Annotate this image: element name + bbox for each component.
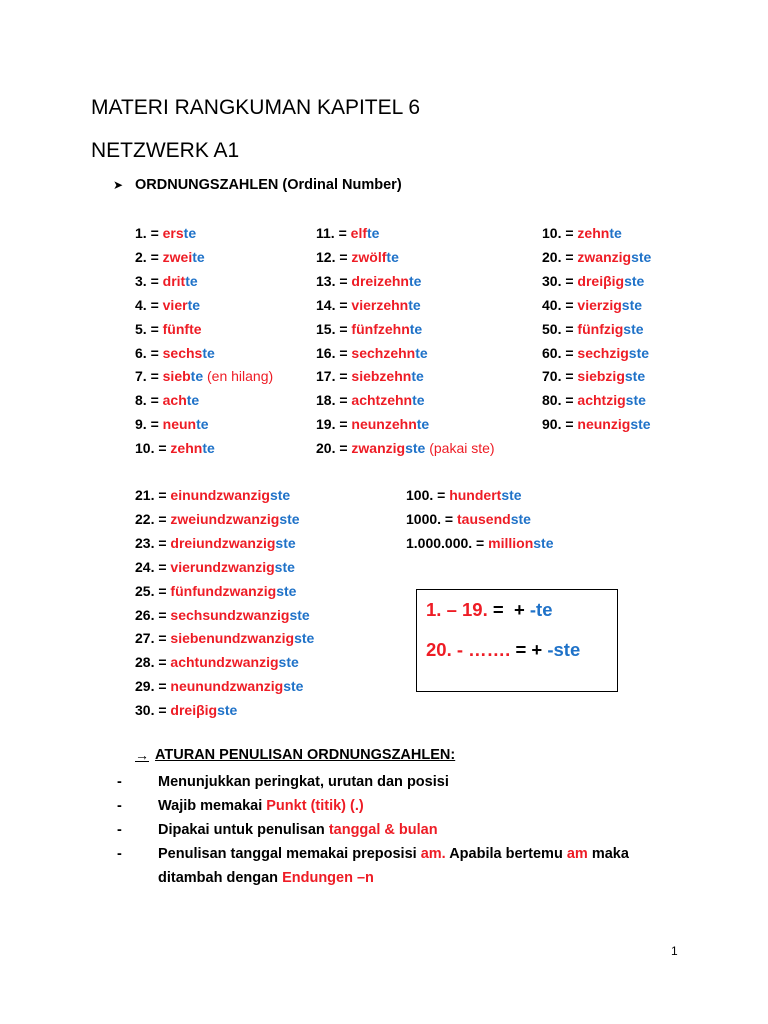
rule-highlight: am: [566, 846, 588, 862]
ordinal-num: 19. =: [316, 416, 352, 433]
ordinal-suffix: ste: [294, 630, 315, 647]
ordinal-suffix: ste: [624, 272, 645, 289]
ordinal-row: [316, 389, 495, 413]
ordinal-suffix: te: [408, 296, 421, 313]
ordinal-stem: neunundzwanzig: [170, 678, 284, 695]
ordinal-suffix: ste: [510, 510, 531, 527]
ordinal-stem: fünfzehn: [351, 320, 410, 337]
page-number: 1: [671, 944, 678, 958]
ordinal-num: 10. =: [542, 225, 578, 241]
ordinal-suffix: te: [367, 225, 380, 241]
ordinal-stem: zwölf: [351, 248, 387, 265]
ordinal-num: 10. =: [135, 440, 171, 457]
ordinal-row: [135, 604, 314, 628]
ordinal-stem: fünfundzwanzig: [170, 582, 277, 599]
rules-heading-text: ATURAN PENULISAN ORDNUNGSZAHLEN:: [155, 747, 456, 763]
right-arrow-icon: →: [135, 747, 149, 763]
ordinal-suffix: ste: [623, 320, 644, 337]
rule-text: [158, 794, 677, 818]
ordinal-stem: achtzehn: [351, 392, 413, 409]
rule-line-1-19: [426, 599, 553, 621]
rule-suffix: -ste: [547, 639, 581, 660]
ordinal-num: 28. =: [135, 654, 171, 671]
ordinal-suffix: ste: [269, 487, 291, 503]
ordinal-stem: einundzwanzig: [170, 487, 270, 503]
ordinal-row: [135, 484, 314, 508]
ordinal-num: 3. =: [135, 272, 163, 289]
rule-equals: = +: [487, 599, 530, 620]
ordinal-num: 5. =: [135, 320, 163, 337]
rule-item: [117, 794, 677, 818]
rule-text-part: Penulisan tanggal memakai preposisi: [158, 846, 421, 862]
rule-highlight: Endungen –n: [282, 870, 374, 886]
ordinal-stem: zehn: [577, 225, 610, 241]
ordinal-num: 1.000.000. =: [406, 534, 489, 551]
ordinal-suffix: ste: [501, 487, 522, 503]
rule-item: [117, 842, 677, 890]
ordinal-row: [135, 342, 273, 366]
ordinal-stem: sechsundzwanzig: [170, 606, 290, 623]
ordinal-suffix: te: [411, 368, 424, 385]
rule-text-part: Menunjukkan peringkat, urutan dan posisi: [158, 774, 449, 790]
ordinal-suffix: ste: [274, 558, 295, 575]
ordinal-row: [135, 437, 273, 461]
rule-highlight: tanggal & bulan: [328, 822, 438, 838]
rule-text-part: Wajib memakai: [158, 798, 267, 814]
ordinal-num: 50. =: [542, 320, 578, 337]
ordinal-num: 4. =: [135, 296, 163, 313]
ordinal-row: [542, 365, 651, 389]
ordinal-row: [542, 270, 651, 294]
ordinal-row: [542, 246, 651, 270]
ordinal-row: [135, 532, 314, 556]
ordinal-num: 27. =: [135, 630, 171, 647]
ordinal-row: [542, 389, 651, 413]
ordinal-suffix: te: [202, 344, 215, 361]
ordinal-stem: dreiundzwanzig: [170, 534, 276, 551]
ordinal-num: 8. =: [135, 392, 163, 409]
ordinal-column-1-10: [135, 222, 273, 461]
ordinal-num: 70. =: [542, 368, 578, 385]
rules-heading: [135, 747, 455, 763]
document-title: MATERI RANGKUMAN KAPITEL 6: [91, 96, 421, 119]
ordinal-suffix: ste: [405, 440, 426, 457]
ordinal-stem: zwanzig: [351, 440, 406, 457]
ordinal-num: 40. =: [542, 296, 578, 313]
ordinal-row: [135, 365, 273, 389]
ordinal-suffix: te: [202, 440, 215, 457]
ordinal-stem: neunzehn: [351, 416, 417, 433]
ordinal-suffix: te: [415, 344, 428, 361]
ordinal-suffix: ste: [631, 248, 652, 265]
ordinal-stem: drit: [162, 272, 186, 289]
ordinal-row: [542, 413, 651, 437]
ordinal-row: [316, 437, 495, 461]
ordinal-stem: zehn: [170, 440, 203, 457]
ordinal-num: 23. =: [135, 534, 171, 551]
ordinal-stem: vier: [162, 296, 188, 313]
ordinal-num: 80. =: [542, 392, 578, 409]
rule-text-part: maka ditambah dengan: [158, 846, 629, 886]
ordinal-stem: vierundzwanzig: [170, 558, 275, 575]
ordinal-stem: vierzehn: [351, 296, 409, 313]
ordinal-row: [316, 294, 495, 318]
ordinal-note: (pakai ste): [425, 440, 495, 457]
ordinal-suffix: te: [409, 272, 422, 289]
ordinal-suffix: te: [386, 248, 399, 265]
ordinal-num: 29. =: [135, 678, 171, 695]
ordinal-stem: neunzig: [577, 416, 631, 433]
ordinal-stem: siebzehn: [351, 368, 412, 385]
ordinal-row: [135, 222, 273, 246]
ordinal-num: 1000. =: [406, 510, 457, 527]
ordinal-row: [316, 270, 495, 294]
ordinal-row: [135, 627, 314, 651]
arrow-bullet-icon: ➤: [113, 178, 124, 192]
ordinal-row: [316, 318, 495, 342]
ordinal-note: (en hilang): [203, 368, 274, 385]
ordinal-stem: elf: [350, 225, 367, 241]
ordinal-suffix: ste: [283, 678, 304, 695]
ordinal-row: [542, 318, 651, 342]
ordinal-num: 20. =: [316, 440, 352, 457]
ordinal-row: [406, 484, 554, 508]
rules-list: [117, 770, 677, 890]
ordinal-row: [316, 222, 495, 246]
ordinal-suffix: ste: [275, 534, 296, 551]
document-subtitle: NETZWERK A1: [91, 139, 240, 162]
ordinal-suffix: te: [412, 392, 425, 409]
ordinal-row: [406, 508, 554, 532]
ordinal-suffix: te: [196, 416, 209, 433]
ordinal-suffix: ste: [625, 392, 646, 409]
ordinal-num: 30. =: [135, 702, 171, 719]
ordinal-suffix: ste: [630, 416, 651, 433]
rule-item: [117, 770, 677, 794]
ordinal-suffix: te: [186, 392, 200, 409]
ordinal-num: 60. =: [542, 344, 578, 361]
ordinal-num: 24. =: [135, 558, 171, 575]
ordinal-stem: sechzehn: [351, 344, 416, 361]
ordinal-stem: zwei: [162, 248, 193, 265]
ordinal-stem: vierzig: [577, 296, 622, 313]
ordinal-row: [135, 318, 273, 342]
rule-range: 20. - …….: [426, 639, 511, 660]
ordinal-stem: ach: [162, 392, 187, 409]
ordinal-num: 17. =: [316, 368, 352, 385]
rule-text: [158, 842, 677, 890]
ordinal-column-21-30: [135, 484, 314, 723]
ordinal-stem: hundert: [449, 487, 502, 503]
suffix-rule-box: [416, 589, 618, 692]
ordinal-stem: sechs: [162, 344, 203, 361]
ordinal-num: 9. =: [135, 416, 163, 433]
ordinal-num: 15. =: [316, 320, 352, 337]
ordinal-row: [135, 413, 273, 437]
ordinal-num: 26. =: [135, 606, 171, 623]
ordinal-num: 2. =: [135, 248, 163, 265]
rule-range: 1. – 19.: [426, 599, 488, 620]
rule-text: [158, 770, 677, 794]
ordinal-row: [135, 675, 314, 699]
ordinal-num: 14. =: [316, 296, 352, 313]
ordinal-suffix: te: [190, 368, 204, 385]
ordinal-stem: achtundzwanzig: [170, 654, 279, 671]
rule-dash: -: [117, 846, 122, 862]
ordinal-num: 12. =: [316, 248, 352, 265]
rule-dash: -: [117, 798, 122, 814]
ordinal-num: 18. =: [316, 392, 352, 409]
ordinal-row: [135, 651, 314, 675]
ordinal-stem: neun: [162, 416, 197, 433]
ordinal-num: 20. =: [542, 248, 578, 265]
ordinal-stem: dreiβig: [170, 702, 218, 719]
ordinal-stem: siebenundzwanzig: [170, 630, 295, 647]
rule-equals: = +: [510, 639, 548, 660]
ordinal-column-large: [406, 484, 554, 556]
ordinal-row: [316, 413, 495, 437]
ordinal-stem: ers: [162, 225, 184, 241]
ordinal-stem: tausend: [457, 510, 511, 527]
ordinal-num: 30. =: [542, 272, 578, 289]
ordinal-stem: siebzig: [577, 368, 625, 385]
ordinal-suffix: ste: [624, 368, 646, 385]
ordinal-num: 11. =: [316, 225, 351, 241]
ordinal-suffix: te: [416, 416, 430, 433]
ordinal-stem: zweiundzwanzig: [170, 510, 280, 527]
rule-text: [158, 818, 677, 842]
section-heading-text: ORDNUNGSZAHLEN (Ordinal Number): [135, 177, 402, 193]
ordinal-stem: dreiβig: [577, 272, 625, 289]
ordinal-stem: sechzig: [577, 344, 629, 361]
ordinal-suffix: te: [183, 225, 197, 241]
ordinal-row: [316, 342, 495, 366]
ordinal-row: [135, 270, 273, 294]
ordinal-suffix: te: [185, 272, 198, 289]
ordinal-row: [135, 246, 273, 270]
ordinal-suffix: ste: [279, 510, 300, 527]
ordinal-suffix: te: [409, 320, 423, 337]
ordinal-row: [135, 294, 273, 318]
ordinal-suffix: te: [609, 225, 622, 241]
ordinal-num: 25. =: [135, 582, 171, 599]
ordinal-suffix: ste: [628, 344, 650, 361]
ordinal-row: [316, 365, 495, 389]
ordinal-row: [406, 532, 554, 556]
ordinal-num: 7. =: [135, 368, 163, 385]
ordinal-row: [135, 508, 314, 532]
rule-dash: -: [117, 822, 122, 838]
rule-item: [117, 818, 677, 842]
ordinal-stem: fünfte: [162, 320, 202, 337]
ordinal-row: [542, 342, 651, 366]
rule-text-part: Dipakai untuk penulisan: [158, 822, 329, 838]
ordinal-row: [135, 556, 314, 580]
ordinal-row: [135, 699, 314, 723]
rule-line-20-plus: [426, 639, 580, 661]
ordinal-num: 100. =: [406, 487, 450, 503]
ordinal-suffix: te: [187, 296, 201, 313]
ordinal-column-11-20: [316, 222, 495, 461]
ordinal-stem: achtzig: [577, 392, 626, 409]
ordinal-suffix: ste: [289, 606, 310, 623]
ordinal-row: [542, 294, 651, 318]
ordinal-suffix: ste: [276, 582, 297, 599]
ordinal-column-tens: [542, 222, 651, 437]
ordinal-suffix: te: [192, 248, 205, 265]
rule-text-part: Apabila bertemu: [445, 846, 567, 862]
ordinal-num: 90. =: [542, 416, 578, 433]
ordinal-stem: zwanzig: [577, 248, 632, 265]
ordinal-row: [316, 246, 495, 270]
ordinal-suffix: ste: [621, 296, 643, 313]
ordinal-num: 16. =: [316, 344, 352, 361]
ordinal-suffix: ste: [533, 534, 554, 551]
ordinal-suffix: ste: [278, 654, 299, 671]
rule-dash: -: [117, 774, 122, 790]
ordinal-row: [542, 222, 651, 246]
ordinal-stem: million: [488, 534, 534, 551]
rule-highlight: am.: [420, 846, 446, 862]
section-heading: [113, 177, 402, 193]
ordinal-stem: dreizehn: [351, 272, 409, 289]
rule-highlight: Punkt (titik) (.): [266, 798, 364, 814]
ordinal-num: 1. =: [135, 225, 163, 241]
rule-suffix: -te: [529, 599, 553, 620]
ordinal-num: 22. =: [135, 510, 171, 527]
ordinal-row: [135, 389, 273, 413]
ordinal-row: [135, 580, 314, 604]
ordinal-suffix: ste: [217, 702, 238, 719]
ordinal-num: 6. =: [135, 344, 163, 361]
ordinal-num: 21. =: [135, 487, 171, 503]
ordinal-stem: fünfzig: [577, 320, 624, 337]
ordinal-num: 13. =: [316, 272, 352, 289]
ordinal-stem: sieb: [162, 368, 191, 385]
